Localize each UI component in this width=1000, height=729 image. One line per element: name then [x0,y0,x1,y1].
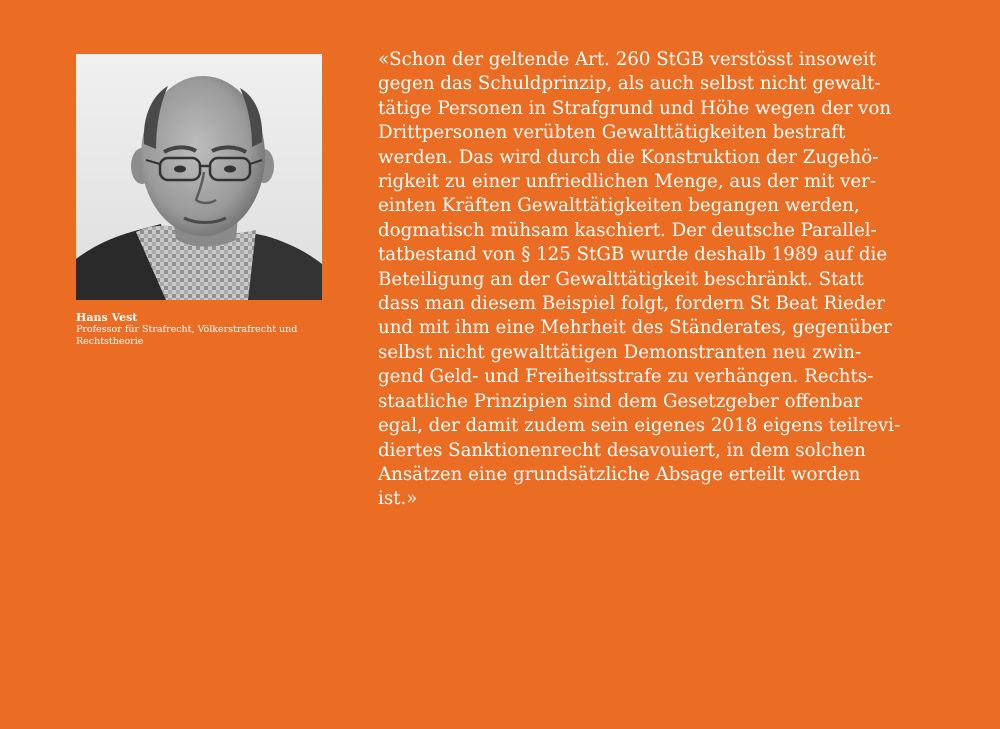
quote-line: gend Geld- und Freiheitsstrafe zu verhängen. Rechts- [378,366,874,388]
quote-line: diertes Sanktionenrecht desavouiert, in dem solchen [378,439,866,461]
quote-block [378,48,978,512]
quote-line: rigkeit zu einer unfriedlichen Menge, aus der mit ver- [378,171,876,193]
quote-line: dogmatisch mühsam kaschiert. Der deutsche Parallel- [378,219,877,241]
quote-line: dass man diesem Beispiel folgt, fordern St Beat Rieder [378,293,885,315]
quote-line: und mit ihm eine Mehrheit des Ständerates, gegenüber [378,317,892,339]
quote-line: tätige Personen in Strafgrund und Höhe wegen der von [378,97,892,119]
author-role: Professor für Strafrecht, Völkerstrafrecht und Rechtstheorie [76,324,298,347]
quote-line: Ansätzen eine grundsätzliche Absage erteilt worden [378,463,861,485]
quote-line: gegen das Schuldprinzip, als auch selbst nicht gewalt- [378,73,881,95]
quote-line: ist.» [378,488,418,510]
quote-line: Drittpersonen verübten Gewalttätigkeiten bestraft [378,122,846,144]
quote-line: werden. Das wird durch die Konstruktion der Zugehö- [378,146,879,168]
quote-line: einten Kräften Gewalttätigkeiten begangen werden, [378,195,860,217]
quote-line: egal, der damit zudem sein eigenes 2018 eigens teilrevi- [378,415,901,437]
quote-line: selbst nicht gewalttätigen Demonstranten neu zwin- [378,341,862,363]
author-portrait [76,54,322,300]
portrait-illustration [76,54,322,300]
quote-line: Beteiligung an der Gewalttätigkeit beschränkt. Statt [378,268,864,290]
quote-line: tatbestand von § 125 StGB wurde deshalb 1989 auf die [378,244,888,266]
quote-line: staatliche Prinzipien sind dem Gesetzgeber offenbar [378,390,863,412]
author-panel [76,54,326,348]
author-name: Hans Vest [76,311,138,324]
quote-line: «Schon der geltende Art. 260 StGB verstösst insoweit [378,49,876,70]
